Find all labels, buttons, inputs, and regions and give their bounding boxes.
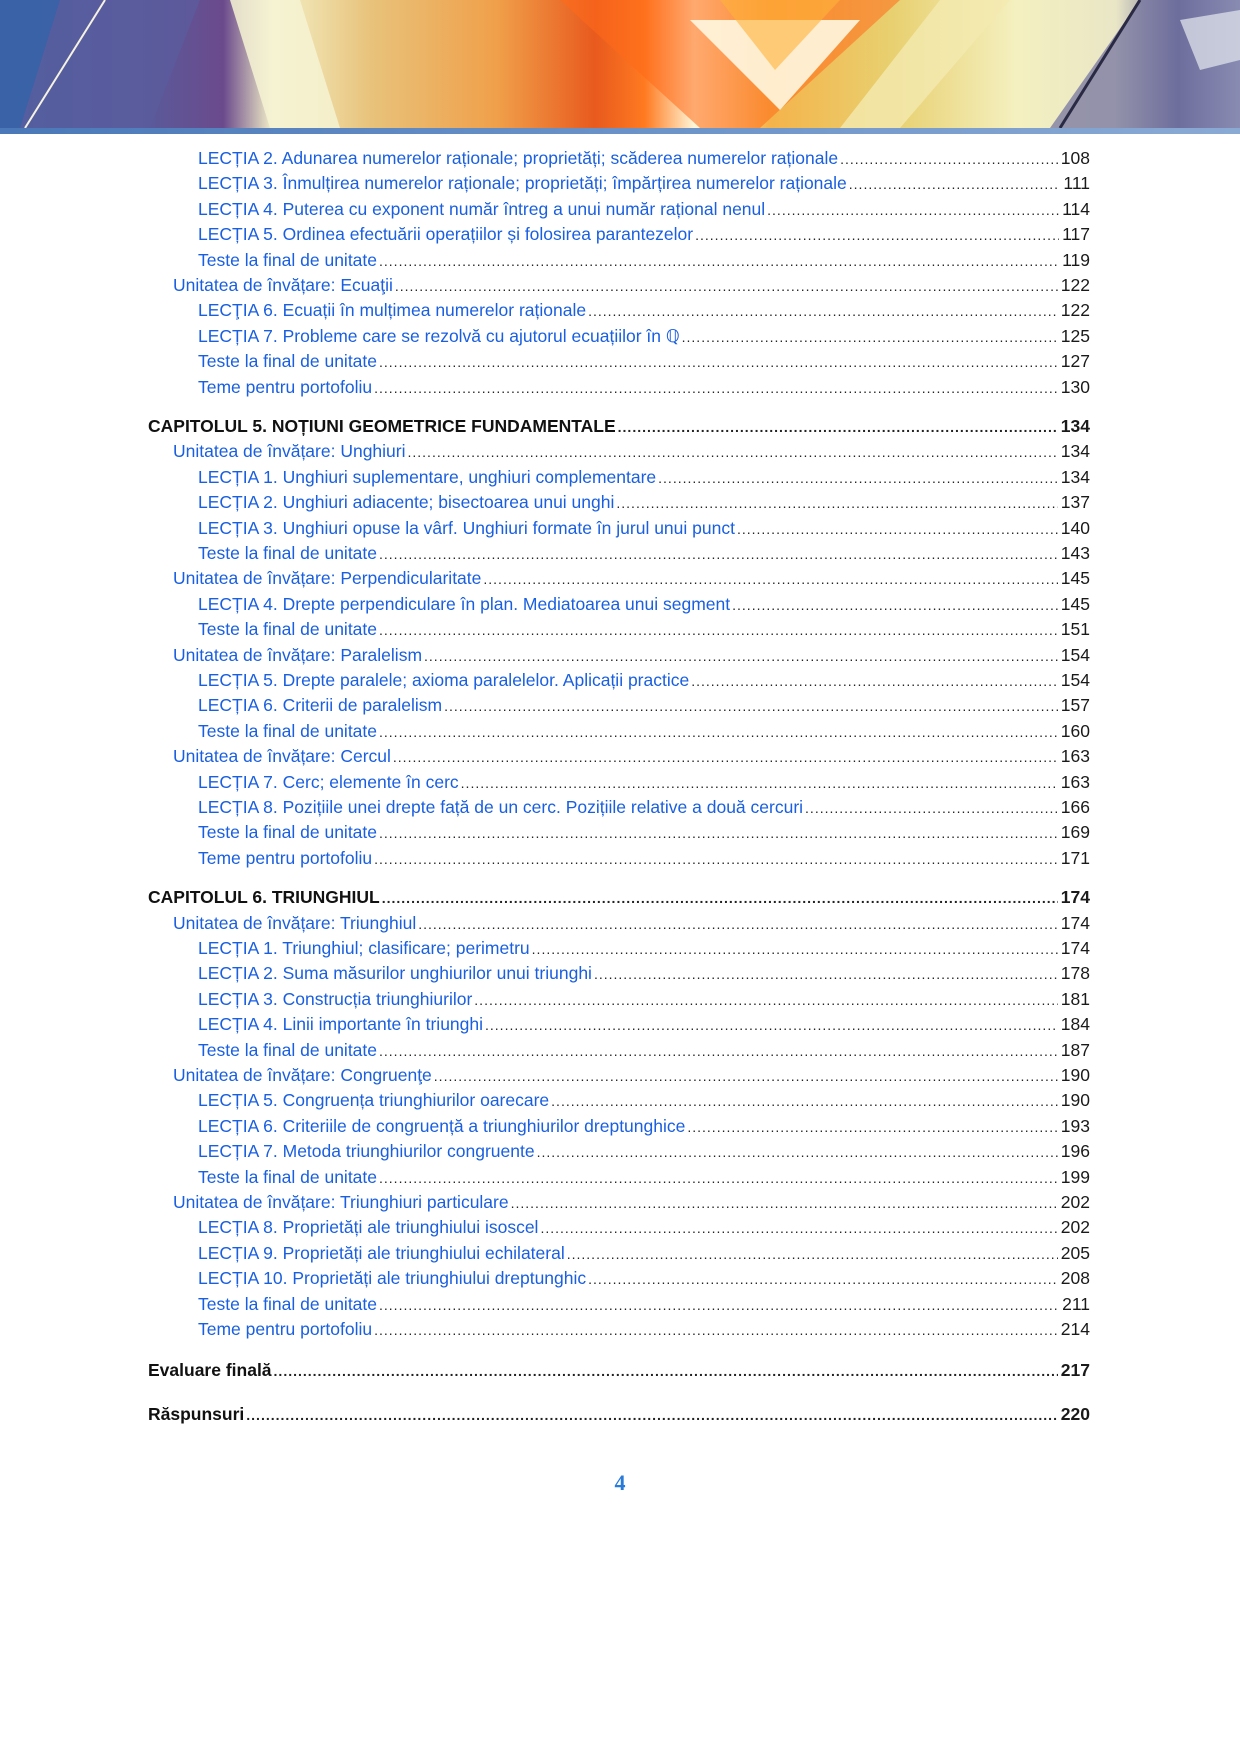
dot-leader	[840, 147, 1058, 171]
page-number: 4	[614, 1470, 626, 1495]
toc-entry-top[interactable]	[148, 1402, 1090, 1426]
toc-entry-title: LECȚIA 7. Metoda triunghiurilor congruente	[198, 1141, 535, 1162]
dot-leader	[379, 1166, 1058, 1190]
toc-entry-page: 208	[1060, 1268, 1090, 1289]
toc-entry-title: Unitatea de învățare: Triunghiuri particulare	[173, 1192, 509, 1212]
toc-entry-title: Unitatea de învățare: Ecuaţii	[173, 275, 393, 295]
toc-entry-page: 122	[1060, 300, 1090, 321]
toc-entry-page: 134	[1060, 416, 1090, 436]
toc-entry-lesson[interactable]	[198, 770, 1090, 794]
toc-entry-title: Teste la final de unitate	[198, 1293, 378, 1314]
toc-entry-title: Unitatea de învățare: Triunghiul	[173, 912, 417, 933]
toc-entry-page: 145	[1060, 593, 1090, 614]
toc-entry-title: Teste la final de unitate	[198, 351, 378, 372]
dot-leader	[532, 937, 1058, 961]
toc-entry-page: 163	[1060, 746, 1090, 767]
dot-leader	[424, 644, 1058, 668]
toc-entry-lesson[interactable]	[198, 1317, 1090, 1341]
toc-entry-title: LECȚIA 3. Înmulțirea numerelor raționale; proprietăți; împărțirea numerelor raționale	[198, 173, 847, 194]
toc-entry-page: 125	[1060, 325, 1090, 346]
toc-entry-lesson[interactable]	[198, 248, 1090, 272]
banner-artwork-icon	[0, 0, 1240, 128]
dot-leader	[537, 1140, 1058, 1164]
dot-leader	[691, 669, 1058, 693]
toc-entry-lesson[interactable]	[198, 222, 1090, 246]
dot-leader	[474, 988, 1058, 1012]
toc-entry-title: Unitatea de învățare: Perpendicularitate	[173, 568, 482, 589]
toc-entry-page: 166	[1060, 797, 1090, 817]
toc-entry-lesson[interactable]	[198, 1088, 1090, 1112]
toc-entry-title: LECȚIA 1. Triunghiul; clasificare; perimetru	[198, 938, 530, 958]
toc-entry-lesson[interactable]	[198, 349, 1090, 373]
toc-entry-title: LECȚIA 8. Pozițiile unei drepte față de un cerc. Pozițiile relative a două cercuri	[198, 797, 804, 817]
toc-entry-lesson[interactable]	[198, 298, 1090, 322]
dot-leader	[434, 1064, 1058, 1088]
toc-entry-page: 205	[1060, 1242, 1090, 1263]
toc-entry-lesson[interactable]	[198, 719, 1090, 743]
dot-leader	[246, 1403, 1058, 1427]
toc-entry-page: 211	[1062, 1293, 1090, 1314]
toc-entry-page: 199	[1060, 1166, 1090, 1187]
toc-entry-page: 119	[1062, 249, 1090, 270]
dot-leader	[485, 1013, 1058, 1037]
dot-leader	[395, 274, 1058, 298]
header-banner	[0, 0, 1240, 128]
dot-leader	[616, 491, 1057, 515]
toc-entry-title: LECȚIA 6. Criterii de paralelism	[198, 695, 443, 716]
dot-leader	[540, 1216, 1057, 1240]
toc-entry-title: LECȚIA 3. Unghiuri opuse la vârf. Unghiuri formate în jurul unui punct	[198, 517, 735, 538]
toc-entry-title: Teme pentru portofoliu	[198, 847, 373, 868]
toc-entry-lesson[interactable]	[198, 961, 1090, 985]
banner-divider	[0, 128, 1240, 134]
toc-entry-lesson[interactable]	[198, 1038, 1090, 1062]
toc-entry-page: 154	[1060, 644, 1090, 665]
toc-entry-page: 111	[1063, 173, 1090, 194]
dot-leader	[588, 1267, 1058, 1291]
toc-entry-page: 154	[1060, 670, 1090, 690]
toc-entry-lesson[interactable]	[198, 375, 1090, 399]
toc-entry-title: Răspunsuri	[148, 1403, 245, 1424]
toc-entry-title: Teste la final de unitate	[198, 249, 378, 270]
toc-entry-top[interactable]	[148, 1358, 1090, 1382]
dot-leader	[511, 1191, 1058, 1215]
toc-entry-lesson[interactable]	[198, 1165, 1090, 1189]
toc-entry-page: 190	[1060, 1065, 1090, 1085]
toc-entry-page: 169	[1060, 822, 1090, 843]
toc-entry-lesson[interactable]	[198, 465, 1090, 489]
dot-leader	[849, 172, 1061, 196]
dot-leader	[687, 1115, 1057, 1139]
toc-entry-unit[interactable]	[173, 1190, 1090, 1214]
toc-entry-page: 145	[1060, 568, 1090, 589]
dot-leader	[374, 376, 1058, 400]
dot-leader	[695, 223, 1059, 247]
toc-entry-chapter[interactable]	[148, 885, 1090, 909]
dot-leader	[382, 886, 1058, 910]
toc-entry-title: LECȚIA 6. Criteriile de congruență a triunghiurilor dreptunghice	[198, 1115, 686, 1136]
dot-leader	[274, 1359, 1058, 1383]
toc-entry-title: Teste la final de unitate	[198, 543, 378, 563]
toc-entry-page: 193	[1060, 1115, 1090, 1136]
toc-entry-page: 187	[1060, 1039, 1090, 1060]
toc-entry-unit[interactable]	[173, 911, 1090, 935]
toc-entry-title: LECȚIA 2. Unghiuri adiacente; bisectoarea unui unghi	[198, 492, 615, 513]
toc-entry-title: LECȚIA 4. Linii importante în triunghi	[198, 1014, 484, 1035]
toc-entry-lesson[interactable]	[198, 197, 1090, 221]
dot-leader	[588, 299, 1058, 323]
toc-entry-lesson[interactable]	[198, 490, 1090, 514]
toc-entry-title: LECŢIA 6. Ecuații în mulțimea numerelor raționale	[198, 300, 587, 321]
toc-entry-chapter[interactable]	[148, 414, 1090, 438]
toc-entry-page: 140	[1060, 517, 1090, 538]
toc-entry-page: 220	[1060, 1403, 1090, 1424]
dot-leader	[805, 796, 1058, 820]
toc-entry-title: Teste la final de unitate	[198, 1166, 378, 1187]
toc-entry-page: 217	[1060, 1360, 1090, 1381]
toc-entry-title: LECȚIA 9. Proprietăți ale triunghiului echilateral	[198, 1242, 565, 1263]
toc-entry-lesson[interactable]	[198, 820, 1090, 844]
dot-leader	[374, 1318, 1058, 1342]
toc-entry-title: Teste la final de unitate	[198, 619, 378, 640]
toc-entry-page: 174	[1060, 938, 1090, 958]
toc-entry-lesson[interactable]	[198, 324, 1090, 348]
toc-entry-lesson[interactable]	[198, 171, 1090, 195]
toc-entry-page: 196	[1060, 1141, 1090, 1162]
dot-leader	[379, 350, 1058, 374]
dot-leader	[379, 618, 1058, 642]
dot-leader	[658, 466, 1058, 490]
dot-leader	[682, 325, 1058, 349]
toc-entry-lesson[interactable]	[198, 987, 1090, 1011]
toc-entry-page: 181	[1060, 988, 1090, 1009]
toc-entry-page: 174	[1060, 887, 1090, 908]
dot-leader	[418, 912, 1058, 936]
toc-entry-title: LECȚIA 7. Cerc; elemente în cerc	[198, 771, 459, 792]
toc-entry-lesson[interactable]	[198, 516, 1090, 540]
toc-entry-page: 174	[1060, 912, 1090, 933]
dot-leader	[461, 771, 1058, 795]
toc-entry-unit[interactable]	[173, 439, 1090, 463]
toc-entry-unit[interactable]	[173, 1063, 1090, 1087]
toc-entry-lesson[interactable]	[198, 795, 1090, 819]
toc-entry-page: 108	[1060, 148, 1090, 168]
toc-entry-unit[interactable]	[173, 643, 1090, 667]
dot-leader	[393, 745, 1058, 769]
toc-entry-title: LECȚIA 5. Congruența triunghiurilor oarecare	[198, 1090, 550, 1111]
toc-entry-page: 157	[1060, 695, 1090, 716]
toc-entry-lesson[interactable]	[198, 592, 1090, 616]
dot-leader	[379, 1293, 1059, 1317]
toc-entry-page: 114	[1062, 198, 1090, 219]
toc-entry-title: LECȚIA 4. Puterea cu exponent număr întreg a unui număr rațional nenul	[198, 198, 766, 219]
toc-entry-lesson[interactable]	[198, 693, 1090, 717]
dot-leader	[379, 821, 1058, 845]
toc-entry-page: 122	[1060, 275, 1090, 295]
dot-leader	[567, 1242, 1058, 1266]
toc-entry-page: 151	[1060, 619, 1090, 640]
toc-entry-title: LECȚIA 8. Proprietăți ale triunghiului isoscel	[198, 1217, 539, 1238]
toc-entry-title: LECȚIA 5. Drepte paralele; axioma paralelelor. Aplicații practice	[198, 670, 690, 690]
toc-entry-title: LECȚIA 7. Probleme care se rezolvă cu ajutorul ecuațiilor în ℚ	[198, 325, 680, 346]
toc-entry-page: 134	[1060, 441, 1090, 462]
toc-entry-title: Teste la final de unitate	[198, 720, 378, 741]
dot-leader	[551, 1089, 1058, 1113]
toc-entry-title: LECȚIA 5. Ordinea efectuării operațiilor și folosirea parantezelor	[198, 224, 694, 245]
toc-entry-title: LECȚIA 1. Unghiuri suplementare, unghiuri complementare	[198, 466, 657, 487]
toc-entry-page: 127	[1060, 351, 1090, 372]
toc-entry-page: 160	[1060, 720, 1090, 741]
toc-entry-title: Unitatea de învățare: Paralelism	[173, 644, 423, 665]
toc-entry-title: LECȚIA 2. Suma măsurilor unghiurilor unui triunghi	[198, 963, 592, 984]
toc-entry-unit[interactable]	[173, 566, 1090, 590]
toc-entry-lesson[interactable]	[198, 846, 1090, 870]
toc-entry-title: Unitatea de învățare: Cercul	[173, 746, 391, 767]
dot-leader	[374, 847, 1058, 871]
toc-entry-title: Unitatea de învățare: Unghiuri	[173, 441, 406, 462]
dot-leader	[737, 517, 1058, 541]
toc-entry-title: Teste la final de unitate	[198, 1039, 378, 1060]
toc-entry-unit[interactable]	[173, 744, 1090, 768]
toc-entry-page: 184	[1060, 1014, 1090, 1035]
toc-entry-title: LECȚIA 2. Adunarea numerelor raționale; proprietăți; scăderea numerelor raționale	[198, 148, 839, 168]
toc-entry-page: 214	[1060, 1319, 1090, 1339]
toc-entry-title: CAPITOLUL 6. TRIUNGHIUL	[148, 887, 380, 908]
toc-entry-lesson[interactable]	[198, 617, 1090, 641]
toc-entry-page: 190	[1060, 1090, 1090, 1111]
toc-entry-page: 178	[1060, 963, 1090, 984]
toc-entry-title: LECȚIA 10. Proprietăți ale triunghiului dreptunghic	[198, 1268, 587, 1289]
toc-entry-title: Unitatea de învățare: Congruenţe	[173, 1065, 432, 1085]
toc-entry-lesson[interactable]	[198, 1292, 1090, 1316]
dot-leader	[379, 249, 1059, 273]
toc-entry-lesson[interactable]	[198, 1139, 1090, 1163]
dot-leader	[767, 198, 1059, 222]
toc-entry-lesson[interactable]	[198, 1012, 1090, 1036]
toc-entry-lesson[interactable]	[198, 1114, 1090, 1138]
dot-leader	[594, 962, 1058, 986]
toc-entry-title: CAPITOLUL 5. NOȚIUNI GEOMETRICE FUNDAMENTALE	[148, 416, 616, 436]
toc-entry-title: LECȚIA 4. Drepte perpendiculare în plan. Mediatoarea unui segment	[198, 593, 731, 614]
toc-entry-title: Evaluare finală	[148, 1360, 272, 1381]
toc-entry-page: 143	[1060, 543, 1090, 563]
toc-entry-page: 163	[1060, 771, 1090, 792]
toc-entry-lesson[interactable]	[198, 668, 1090, 692]
toc-entry-title: Teme pentru portofoliu	[198, 1319, 373, 1339]
dot-leader	[483, 567, 1057, 591]
toc-entry-title: Teste la final de unitate	[198, 822, 378, 843]
toc-entry-unit[interactable]	[173, 273, 1090, 297]
dot-leader	[618, 415, 1058, 439]
toc-entry-lesson[interactable]	[198, 1215, 1090, 1239]
toc-entry-page: 202	[1060, 1192, 1090, 1212]
dot-leader	[732, 593, 1058, 617]
toc-entry-lesson[interactable]	[198, 541, 1090, 565]
toc-entry-lesson[interactable]	[198, 1241, 1090, 1265]
toc-entry-title: LECȚIA 3. Construcția triunghiurilor	[198, 988, 473, 1009]
toc-entry-page: 137	[1060, 492, 1090, 513]
toc-entry-page: 117	[1062, 224, 1090, 245]
dot-leader	[379, 720, 1058, 744]
toc-entry-page: 202	[1060, 1217, 1090, 1238]
dot-leader	[379, 542, 1058, 566]
toc-entry-lesson[interactable]	[198, 936, 1090, 960]
toc-entry-lesson[interactable]	[198, 1266, 1090, 1290]
toc-entry-title: Teme pentru portofoliu	[198, 376, 373, 397]
toc-entry-page: 130	[1060, 376, 1090, 397]
toc-entry-lesson[interactable]	[198, 146, 1090, 170]
dot-leader	[408, 440, 1058, 464]
dot-leader	[444, 694, 1058, 718]
dot-leader	[379, 1039, 1058, 1063]
toc-entry-page: 171	[1060, 847, 1090, 868]
toc-entry-page: 134	[1060, 466, 1090, 487]
